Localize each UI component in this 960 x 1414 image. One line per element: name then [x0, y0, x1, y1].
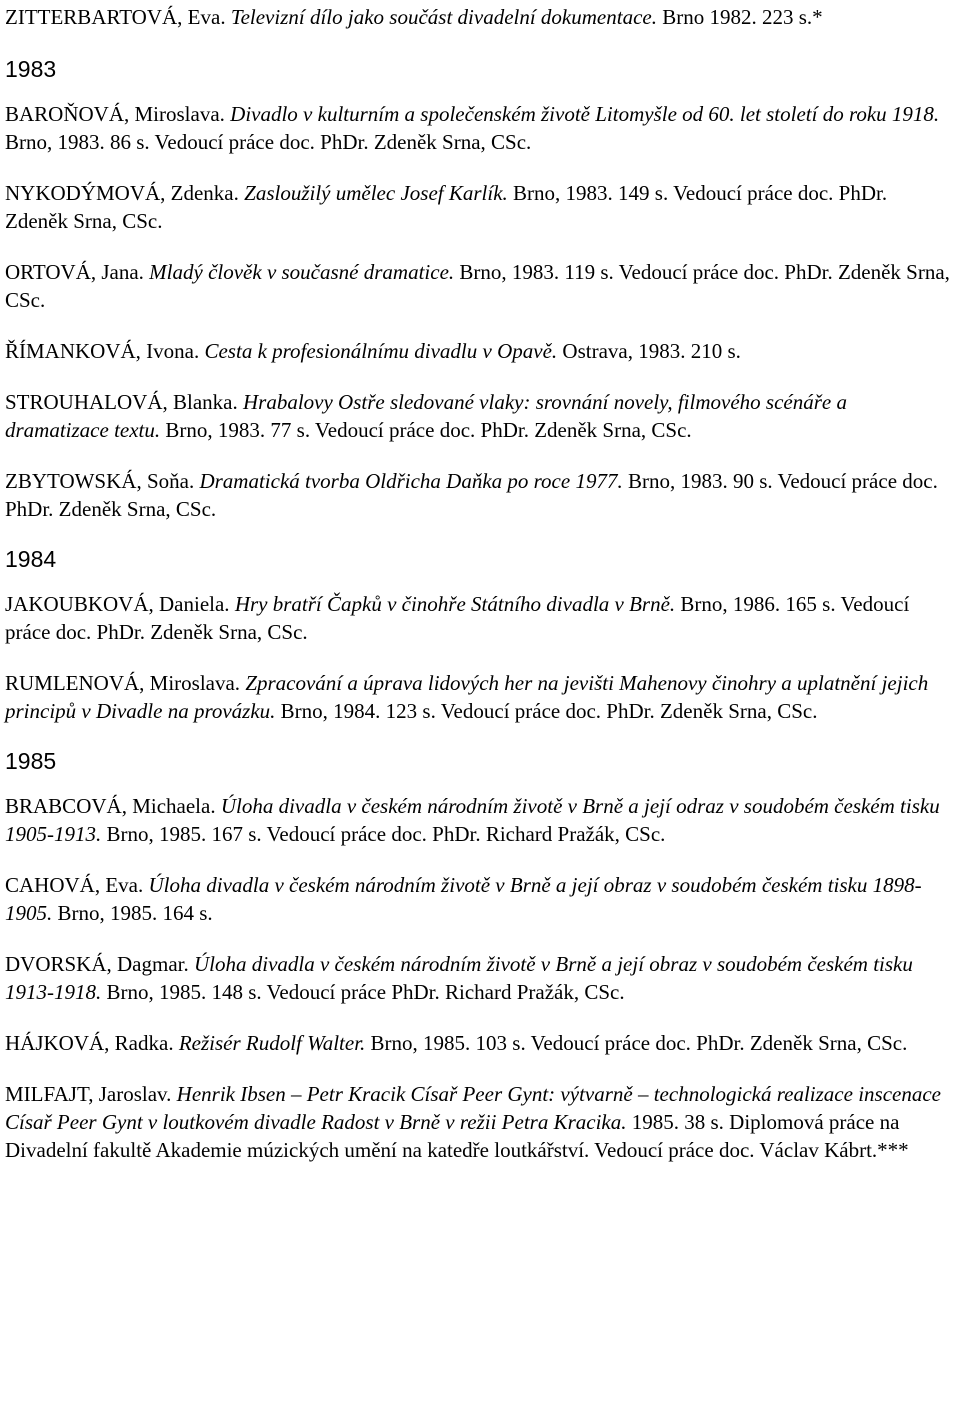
entry-author: ZITTERBARTOVÁ, Eva.: [5, 5, 226, 29]
entry-jakoubkova: [5, 587, 955, 646]
entry-author: STROUHALOVÁ, Blanka.: [5, 390, 238, 414]
entry-author: BAROŇOVÁ, Miroslava.: [5, 102, 225, 126]
entry-title: Televizní dílo jako součást divadelní dokumentace.: [230, 5, 657, 29]
entry-ortova: [5, 255, 955, 314]
entry-details: Brno, 1983. 90 s. Vedoucí práce doc. PhDr. Zdeněk Srna, CSc.: [5, 469, 938, 521]
entry-details: Brno, 1985. 167 s. Vedoucí práce doc. PhDr. Richard Pražák, CSc.: [106, 822, 666, 846]
year-heading-1985: 1985: [5, 748, 57, 774]
entry-details: Ostrava, 1983. 210 s.: [562, 339, 741, 363]
entry-milfajt: [5, 1077, 955, 1164]
bibliography-page: [5, 0, 955, 1184]
entry-title: Hrabalovy Ostře sledované vlaky: srovnání novely, filmového scénáře a dramatizace textu.: [5, 390, 847, 442]
entry-details: Brno, 1983. 149 s. Vedoucí práce doc. PhDr. Zdeněk Srna, CSc.: [5, 181, 888, 233]
entry-cahova: [5, 868, 955, 927]
entry-title: Zasloužilý umělec Josef Karlík.: [244, 181, 508, 205]
entry-hajkova: [5, 1026, 955, 1057]
entry-author: ZBYTOWSKÁ, Soňa.: [5, 469, 195, 493]
entry-details: Brno 1982. 223 s.*: [662, 5, 823, 29]
entry-title: Dramatická tvorba Oldřicha Daňka po roce 1977.: [199, 469, 623, 493]
entry-strouhalova: [5, 385, 955, 444]
entry-title: Režisér Rudolf Walter.: [178, 1031, 366, 1055]
entry-title: Divadlo v kulturním a společenském životě Litomyšle od 60. let století do roku 1918.: [230, 102, 940, 126]
entry-title: Mladý člověk v současné dramatice.: [149, 260, 455, 284]
entry-title: Henrik Ibsen – Petr Kracik Císař Peer Gynt: výtvarně – technologická realizace inscenace Císař Peer Gynt v loutkovém divadle Radost v Brně v režii Petra Kracika.: [5, 1082, 941, 1134]
entry-details: Brno, 1985. 103 s. Vedoucí práce doc. PhDr. Zdeněk Srna, CSc.: [370, 1031, 908, 1055]
entry-nykodymova: [5, 176, 955, 235]
entry-author: NYKODÝMOVÁ, Zdenka.: [5, 181, 239, 205]
entry-title: Cesta k profesionálnímu divadlu v Opavě.: [204, 339, 558, 363]
year-heading-1983: 1983: [5, 56, 57, 82]
entry-details: Brno, 1986. 165 s. Vedoucí práce doc. PhDr. Zdeněk Srna, CSc.: [5, 592, 910, 644]
entry-author: HÁJKOVÁ, Radka.: [5, 1031, 174, 1055]
entry-author: JAKOUBKOVÁ, Daniela.: [5, 592, 230, 616]
year-heading-1984: 1984: [5, 546, 57, 572]
entry-author: ORTOVÁ, Jana.: [5, 260, 144, 284]
entry-zitterbartova: [5, 0, 955, 31]
entry-brabcova: [5, 789, 955, 848]
entry-title: Úloha divadla v českém národním životě v Brně a její obraz v soudobém českém tisku 1898-1905.: [5, 873, 922, 925]
entry-rimankova: [5, 334, 955, 365]
entry-title: Zpracování a úprava lidových her na jevišti Mahenovy činohry a uplatnění jejich principů v Divadle na provázku.: [5, 671, 929, 723]
entry-author: MILFAJT, Jaroslav.: [5, 1082, 172, 1106]
entry-title: Úloha divadla v českém národním životě v Brně a její obraz v soudobém českém tisku 1913-1918.: [5, 952, 913, 1004]
entry-baronova: [5, 97, 955, 156]
entry-author: RUMLENOVÁ, Miroslava.: [5, 671, 241, 695]
entry-details: Brno, 1983. 77 s. Vedoucí práce doc. PhDr. Zdeněk Srna, CSc.: [165, 418, 692, 442]
entry-details: Brno, 1983. 119 s. Vedoucí práce doc. PhDr. Zdeněk Srna, CSc.: [5, 260, 950, 312]
entry-details: 1985. 38 s. Diplomová práce na Divadelní fakultě Akademie múzických umění na katedře loutkářství. Vedoucí práce doc. Václav Kábrt.***: [5, 1110, 909, 1162]
entry-title: Hry bratří Čapků v činohře Státního divadla v Brně.: [234, 592, 676, 616]
entry-dvorska: [5, 947, 955, 1006]
entry-title: Úloha divadla v českém národním životě v Brně a její odraz v soudobém českém tisku 1905-1913.: [5, 794, 940, 846]
entry-zbytowska: [5, 464, 955, 523]
entry-author: BRABCOVÁ, Michaela.: [5, 794, 216, 818]
entry-details: Brno, 1983. 86 s. Vedoucí práce doc. PhDr. Zdeněk Srna, CSc.: [5, 130, 532, 154]
entry-author: DVORSKÁ, Dagmar.: [5, 952, 189, 976]
entry-rumlenova: [5, 666, 955, 725]
entry-details: Brno, 1985. 148 s. Vedoucí práce PhDr. Richard Pražák, CSc.: [106, 980, 625, 1004]
entry-details: Brno, 1984. 123 s. Vedoucí práce doc. PhDr. Zdeněk Srna, CSc.: [280, 699, 818, 723]
entry-author: CAHOVÁ, Eva.: [5, 873, 144, 897]
entry-details: Brno, 1985. 164 s.: [57, 901, 213, 925]
entry-author: ŘÍMANKOVÁ, Ivona.: [5, 339, 200, 363]
